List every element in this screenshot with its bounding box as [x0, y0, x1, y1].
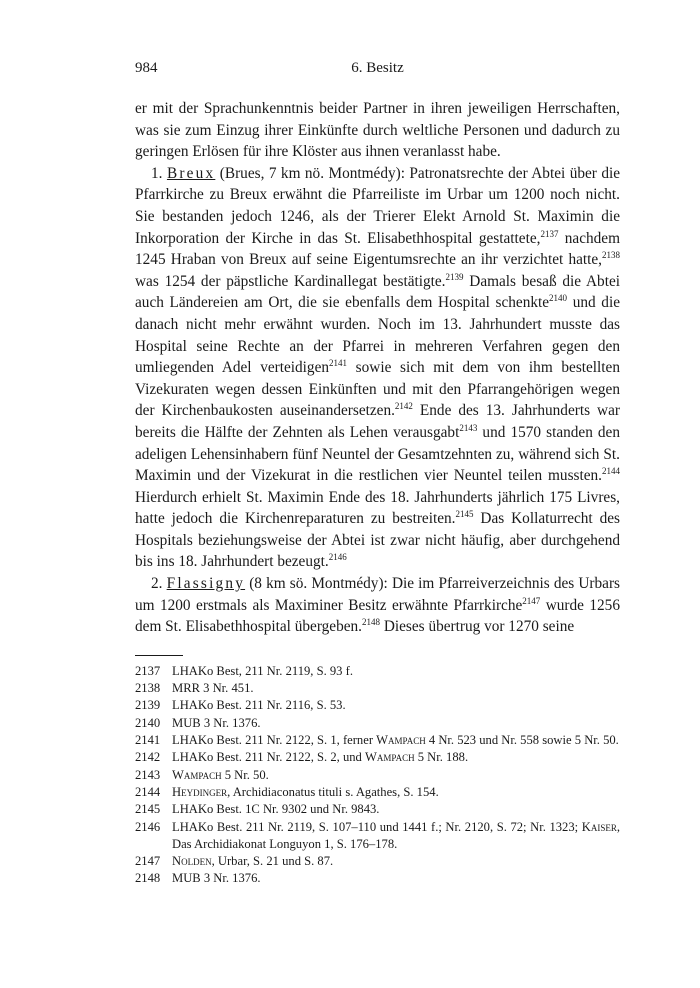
paragraph-intro: er mit der Sprachunkenntnis beider Partner in ihren jeweiligen Herrschaften, was sie zum Einzug ihrer Einkünfte durch weltliche Personen und dadurch zu geringen Erlösen für ihre Klöster aus ihnen veranlasst habe. — [135, 100, 620, 161]
footnote-item: 2140 MUB 3 Nr. 1376. — [135, 715, 261, 730]
footnote-item: 2146 LHAKo Best. 211 Nr. 2119, S. 107–110 und 1441 f.; Nr. 2120, S. 72; Nr. 1323; Kaiser, Das Archidiakonat Longuyon 1, S. 176–178. — [135, 819, 620, 851]
paragraph-flassigny: 2. Flassigny (8 km sö. Montmédy): Die im Pfarreiverzeichnis des Urbars um 1200 erstmals als Maximiner Besitz erwähnte Pfarrkirche$^{2147}$ wurde 1256 dem St. Elisabethhospital übergeben.$^{2148}$ Dieses übertrug vor 1270 seine — [135, 575, 620, 636]
footnote-item: 2142 LHAKo Best. 211 Nr. 2122, S. 2, und Wampach 5 Nr. 188. — [135, 750, 469, 765]
footnote-item: 2139 LHAKo Best. 211 Nr. 2116, S. 53. — [135, 698, 346, 713]
footnote-ref: 2137 — [540, 228, 559, 239]
page-number: 984 — [135, 60, 158, 76]
footnote-item: 2143 Wampach 5 Nr. 50. — [135, 767, 269, 782]
running-head: 6. Besitz — [351, 60, 404, 76]
footnote-ref: 2142 — [394, 401, 413, 412]
footnote-ref: 2141 — [329, 358, 348, 369]
footnote-item: 2148 MUB 3 Nr. 1376. — [135, 871, 261, 886]
footnote-item: 2138 MRR 3 Nr. 451. — [135, 681, 254, 696]
place-name-breux: Breux — [166, 164, 216, 182]
entry-number: 2. — [151, 575, 163, 593]
page-header — [135, 60, 620, 82]
footnote-ref: 2147 — [522, 595, 541, 606]
footnote-item: 2137 LHAKo Best, 211 Nr. 2119, S. 93 f. — [135, 663, 353, 678]
footnote-ref: 2138 — [602, 250, 620, 261]
footnote-ref: 2146 — [328, 552, 347, 563]
footnote-ref: 2139 — [445, 271, 464, 282]
paragraph-breux: 1. Breux (Brues, 7 km nö. Montmédy): Patronatsrechte der Abtei über die Pfarrkirche zu Breux erwähnt die Pfarreiliste im Urbar um 1200 noch nicht. Sie bestanden jedoch 1246, als der Trierer Elekt Arnold St. Maximin die Inkorporation der Kirche in das St. Elisabethhospital gestattete,$^{2137}$ nachdem 1245 Hraban von Breux auf seine Eigentumsrechte an ihr verzichtet hatte,$^{2138}$ was 1254 der päpstliche Kardinallegat bestätigte.$^{2139}$ Damals besaß die Abtei auch Ländereien am Ort, die sie ebenfalls dem Hospital schenkte$^{2140}$ und die danach nicht mehr erwähnt wurden. Noch im 13. Jahrhundert musste das Hospital seine Rechte an der Pfarrei in mehreren Verfahren gegen den umliegenden Adel verteidigen$^{2141}$ sowie sich mit dem von ihm bestellten Vizekuraten wegen dessen Einkünften und mit den Pfarrangehörigen wegen der Kirchenbaukosten auseinandersetzen.$^{2142}$ Ende des 13. Jahrhunderts war bereits die Hälfte der Zehnten als Lehen verausgabt$^{2143}$ und 1570 standen den adeligen Lehensinhabern fünf Neuntel der Gesamtzehnten zu, während sich St. Maximin und der Vizekurat in die restlichen vier Neuntel teilen mussten.$^{2144}$ Hierdurch erhielt St. Maximin Ende des 18. Jahrhunderts jährlich 175 Livres, hatte jedoch die Kirchenreparaturen zu bestreiten.$^{2145}$ Das Kollaturrecht des Hospitals beziehungsweise der Abtei ist zwar nicht häufig, aber durchgehend bis ins 18. Jahrhundert bezeugt.$^{2146}$ — [135, 164, 621, 571]
footnote-item: 2145 LHAKo Best. 1C Nr. 9302 und Nr. 9843. — [135, 802, 380, 817]
footnote-item: 2141 LHAKo Best. 211 Nr. 2122, S. 1, ferner Wampach 4 Nr. 523 und Nr. 558 sowie 5 Nr. 50. — [135, 733, 619, 748]
entry-number: 1. — [151, 164, 163, 182]
footnote-ref: 2145 — [455, 509, 474, 520]
footnote-item: 2147 Nolden, Urbar, S. 21 und S. 87. — [135, 854, 334, 869]
place-name-flassigny: Flassigny — [166, 575, 246, 593]
footnotes — [135, 663, 620, 888]
footnote-ref: 2144 — [602, 466, 620, 476]
footnote-ref: 2140 — [549, 293, 568, 304]
footnote-item: 2144 Heydinger, Archidiaconatus tituli s. Agathes, S. 154. — [135, 784, 439, 799]
footnote-ref: 2148 — [362, 617, 381, 628]
footnote-ref: 2143 — [459, 422, 478, 433]
main-text — [135, 98, 620, 638]
footnote-separator — [135, 655, 183, 656]
book-page — [135, 60, 620, 888]
